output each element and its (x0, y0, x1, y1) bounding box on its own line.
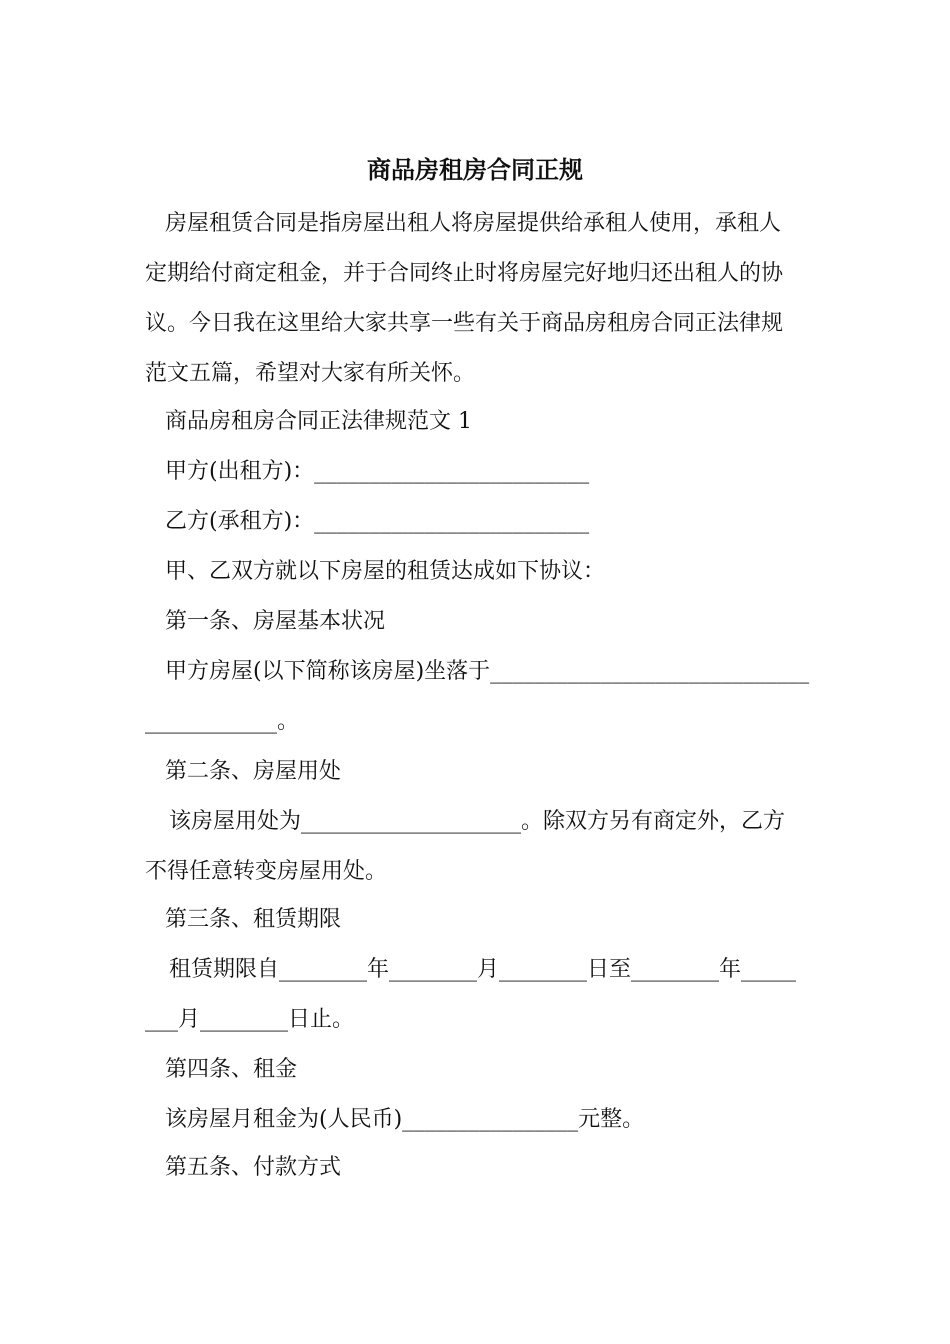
paragraph-intro-line-1: 房屋租赁合同是指房屋出租人将房屋提供给承租人使用，承租人 (165, 211, 782, 236)
paragraph-intro-line-3: 议。今日我在这里给大家共享一些有关于商品房租房合同正法律规 (145, 311, 784, 336)
article-1-text-line-2: ____________。 (145, 709, 300, 734)
party-b-line: 乙方(承租方)：_________________________ (165, 509, 590, 534)
article-4-heading: 第四条、租金 (165, 1057, 298, 1082)
paragraph-intro-line-4: 范文五篇，希望对大家有所关怀。 (145, 361, 476, 386)
article-1-text-line-1: 甲方房屋(以下简称该房屋)坐落于_____________________________ (165, 659, 810, 684)
article-3-text-line-2: ___月________日止。 (145, 1007, 355, 1032)
agreement-statement: 甲、乙双方就以下房屋的租赁达成如下协议： (165, 559, 606, 584)
article-2-heading: 第二条、房屋用处 (165, 759, 342, 784)
article-1-heading: 第一条、房屋基本状况 (165, 609, 386, 634)
article-3-text-line-1: 租赁期限自________年________月________日至________年_____ (169, 957, 797, 982)
section-heading-sample-1: 商品房租房合同正法律规范文 1 (165, 409, 472, 434)
party-a-line: 甲方(出租方)：_________________________ (165, 459, 590, 484)
article-2-text-line-1: 该房屋用处为____________________。除双方另有商定外，乙方 (169, 809, 786, 834)
article-5-heading: 第五条、付款方式 (165, 1155, 342, 1180)
article-4-text: 该房屋月租金为(人民币)________________元整。 (165, 1107, 645, 1132)
paragraph-intro-line-2: 定期给付商定租金，并于合同终止时将房屋完好地归还出租人的协 (145, 261, 784, 286)
article-3-heading: 第三条、租赁期限 (165, 907, 342, 932)
article-2-text-line-2: 不得任意转变房屋用处。 (145, 859, 388, 884)
document-title: 商品房租房合同正规 (367, 156, 583, 184)
